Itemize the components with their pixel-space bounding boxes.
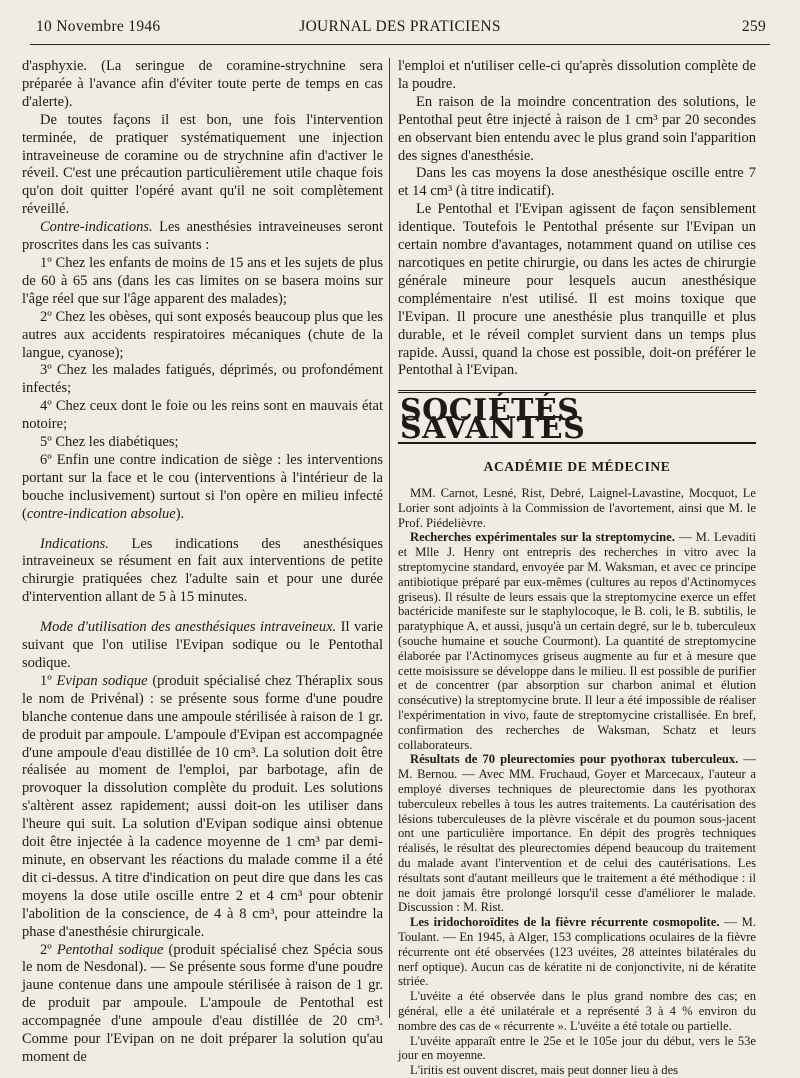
header-rule bbox=[30, 44, 770, 45]
list-item: 5º Chez les diabétiques; bbox=[40, 434, 179, 451]
list-item: 3º Chez les malades fatigués, déprimés, ou profondément infectés; bbox=[22, 362, 383, 397]
paragraph-text: 1º bbox=[40, 672, 57, 689]
paragraph: L'uvéite apparaît entre le 25e et le 105e jour du début, vers le 53e jour en moyenne. bbox=[398, 1033, 756, 1063]
paragraph-text: (produit spécialisé chez Spécia sous le nom de Nesdonal). — Se présente sous forme d'une poudre jaune contenue dans une ampoule stérilisée à raison de 1 gr. de produit par ampoule. L'ampoule de Pentothal est accompagnée d'une ampoule d'eau distillée de 20 cm³. Comme pour l'Evipan on ne doit préparer la solution qu'au moment de bbox=[22, 941, 383, 1065]
right-column bbox=[398, 58, 756, 1078]
paragraph: L'iritis est ouvent discret, mais peut donner lieu à des bbox=[410, 1063, 679, 1078]
society-reports bbox=[398, 486, 756, 1078]
contraindications-paragraph bbox=[22, 219, 383, 255]
paragraph: De toutes façons il est bon, une fois l'intervention terminée, de pratiquer systématiquement une injection intraveineuse de coramine ou de strychnine afin d'activer le réveil. C'est une précaution particulièrement utile chaque fois qu'on doit quitter l'opéré avant qu'il ne soit complètement réveillé. bbox=[22, 111, 383, 218]
list-item-emphasis: contre-indication absolue bbox=[26, 505, 176, 522]
left-column bbox=[22, 58, 383, 1067]
indications-heading: Indications. bbox=[40, 535, 109, 552]
paragraph-text: Les anesthésies intraveineuses seront proscrites dans les cas suivants : bbox=[22, 219, 383, 254]
paragraph-text: Les indications des anesthésiques intraveineux se résument en fait aux interventions de petite chirurgie pratiquées chez l'adulte sain et pour une durée d'intervention allant de 5 à 15 minutes. bbox=[22, 535, 383, 606]
list-item: 4º Chez ceux dont le foie ou les reins sont en mauvais état notoire; bbox=[22, 398, 383, 433]
paragraph: l'emploi et n'utiliser celle-ci qu'après dissolution complète de la poudre. bbox=[398, 58, 756, 92]
issue-date: 10 Novembre 1946 bbox=[36, 18, 161, 35]
contraindications-heading: Contre-indications. bbox=[40, 219, 153, 236]
page-number: 259 bbox=[741, 18, 766, 35]
paragraph: L'uvéite a été observée dans le plus grand nombre des cas; en général, elle a été unilatérale et a représenté 3 à 4 % environ du nombre des cas de « récurrente ». L'uvéite a été totale ou partielle. bbox=[398, 989, 756, 1033]
evipan-heading: Evipan sodique bbox=[56, 672, 148, 689]
paragraph-text: — M. Levaditi et Mlle J. Henry ont entrepris des recherches in vitro avec la streptomycine standard, envoyée par M. Waksman, et avec ce principe antibiotique préparé par eux-mêmes (cultures au repos d'Actinomyces griseus). Il résulte de leurs essais que la streptomycine exerce un effet bactéricide manifeste sur le staphylocoque, le B. coli, le B. subtilis, le paratyphique A, et aussi, jusqu'à un certain degré, sur le b. tuberculeux (souche humaine et souche Courmont). La quantité de streptomycine élaborée par l'Actinomyces griseus augmente au fur et à mesure que cette moisissure se développe dans le milieu. Il est possible de purifier et de concentrer (par absorption sur charbon animal et élution consécutive) la streptomycine brute. Il leur a été impossible de réaliser l'expérimentation in vivo, faute de streptomycine cristallisée. En bref, confirmation des recherches de Waksman, Schatz et leurs collaborateurs. bbox=[398, 530, 757, 752]
spacer bbox=[22, 607, 383, 619]
indications-paragraph bbox=[22, 536, 383, 608]
pentothal-heading: Pentothal sodique bbox=[56, 941, 164, 958]
paragraph: d'asphyxie. (La seringue de coramine-strychnine sera préparée à l'avance afin d'éviter toute perte de temps en cas d'alerte). bbox=[22, 58, 383, 110]
list-item-text: 6º Enfin une contre indication de siège : les interventions portant sur la face et le cou (interventions à l'intérieur de la bouche inclusivement) surtout si l'on opère en milieu infecté ( bbox=[22, 451, 383, 522]
paragraph-text: — M. Bernou. — Avec MM. Fruchaud, Goyer et Marcecaux, l'auteur a employé diverses techniques de pleurectomie dans les pyothorax tuberculeux rebelles à tous les autres traitements. La cautérisation des lésions tuberculeuses de la plèvre viscérale et du poumon sous-jacent ont une particulière importance. En dépit des progrès techniques réalisés, le résultat des pleurectomies dépend beaucoup du traitement du malade avant l'intervention et de celui des cautérisations. Les résultats sont d'autant meilleurs que le traitement a été méthodique : il ne doit jamais être prolongé lorsqu'il cesse d'améliorer le malade. Discussion : M. Rist. bbox=[398, 752, 756, 915]
paragraph-text: 2º bbox=[40, 941, 57, 958]
list-item: 2º Chez les obèses, qui sont exposés beaucoup plus que les autres aux accidents respiratoires mécaniques (chute de la langue, cyanose); bbox=[22, 308, 383, 361]
column-divider bbox=[389, 58, 390, 1018]
list-item-text: ). bbox=[175, 505, 185, 522]
report-paragraph bbox=[398, 530, 756, 752]
section-banner: SOCIÉTÉS SAVANTES bbox=[400, 393, 586, 447]
paragraph: MM. Carnot, Lesné, Rist, Debré, Laignel-Lavastine, Mocquot, Le Lorier sont adjoints à la Commission de l'avortement, ainsi que M. le Prof. Piédelièvre. bbox=[398, 486, 756, 530]
pentothal-paragraph bbox=[22, 942, 383, 1067]
paragraph-text: — M. Toulant. — En 1945, à Alger, 153 complications oculaires de la fièvre récurrente ont été observées (123 uvéites, 28 atteintes bilatérales du nerf optique). Aucun cas de kératite ni de conjonctivite, ni de kératite striée. bbox=[398, 915, 756, 989]
report-title: Résultats de 70 pleurectomies pour pyothorax tuberculeux. bbox=[410, 752, 739, 767]
paragraph: Le Pentothal et l'Evipan agissent de façon sensiblement identique. Toutefois le Pentothal présente sur l'Evipan un certain nombre d'avantages, notamment quand on utilise ces narcotiques en petite chirurgie, ou dans les actes de chirurgie générale mineure pour lesquels aucun anesthésique complémentaire n'est utilisé. Il est moins toxique que l'Evipan. Il procure une anesthésie plus tranquille et plus durable, et le réveil complet survient dans un temps plus rapide. Aussi, quand la chose est possible, doit-on préférer le Pentothal à l'Evipan. bbox=[398, 201, 756, 379]
journal-title: JOURNAL DES PRATICIENS bbox=[299, 18, 501, 35]
report-title: Les iridochoroïdites de la fièvre récurrente cosmopolite. bbox=[410, 915, 720, 930]
paragraph: En raison de la moindre concentration des solutions, le Pentothal peut être injecté à raison de 1 cm³ par 20 secondes en observant bien entendu avec le plus grand soin l'apparition des signes d'anesthésie. bbox=[398, 93, 756, 164]
evipan-paragraph bbox=[22, 673, 383, 942]
report-paragraph bbox=[398, 752, 756, 915]
page-header bbox=[30, 14, 770, 40]
paragraph-text: (produit spécialisé chez Théraplix sous le nom de Privénal) : se présente sous forme d'une poudre blanche contenue dans une ampoule stérilisée à raison de 1 gr. de produit par ampoule. L'ampoule d'Evipan est accompagnée d'une ampoule d'eau distillée de 10 cm³. La solution doit être réalisée au moment de l'emploi, par barbotage, afin de provoquer la dissolution complète du produit. Les solutions s'altèrent assez rapidement; aussi doit-on les utiliser dans l'heure qui suit. La solution d'Evipan sodique ainsi obtenue doit être injectée à la cadence moyenne de 1 cm³ par demi-minute, en observant les réactions du malade comme il a été dit ci-dessus. A titre d'indication on peut dire que dans les cas moyens la dose utile oscille entre 2 et 4 cm³ pour obtenir l'abolition de la conscience, de 4 à 8 cm³, pour atteindre la phase d'anesthésie chirurgicale. bbox=[22, 672, 384, 940]
paragraph-text: Il varie suivant que l'on utilise l'Evipan sodique ou le Pentothal sodique. bbox=[22, 619, 383, 671]
list-item: 1º Chez les enfants de moins de 15 ans et les sujets de plus de 60 à 65 ans (dans les cas limites on se basera moins sur l'âge réel que sur l'âge apparent des malades); bbox=[22, 254, 383, 307]
paragraph: Dans les cas moyens la dose anesthésique oscille entre 7 et 14 cm³ (à titre indicatif). bbox=[398, 165, 756, 200]
mode-paragraph bbox=[22, 619, 383, 673]
list-item bbox=[22, 452, 383, 524]
section-title: ACADÉMIE DE MÉDECINE bbox=[483, 459, 671, 475]
mode-heading: Mode d'utilisation des anesthésiques intraveineux. bbox=[40, 619, 337, 636]
spacer bbox=[22, 524, 383, 536]
report-title: Recherches expérimentales sur la streptomycine. bbox=[410, 530, 675, 545]
report-paragraph bbox=[398, 915, 756, 989]
